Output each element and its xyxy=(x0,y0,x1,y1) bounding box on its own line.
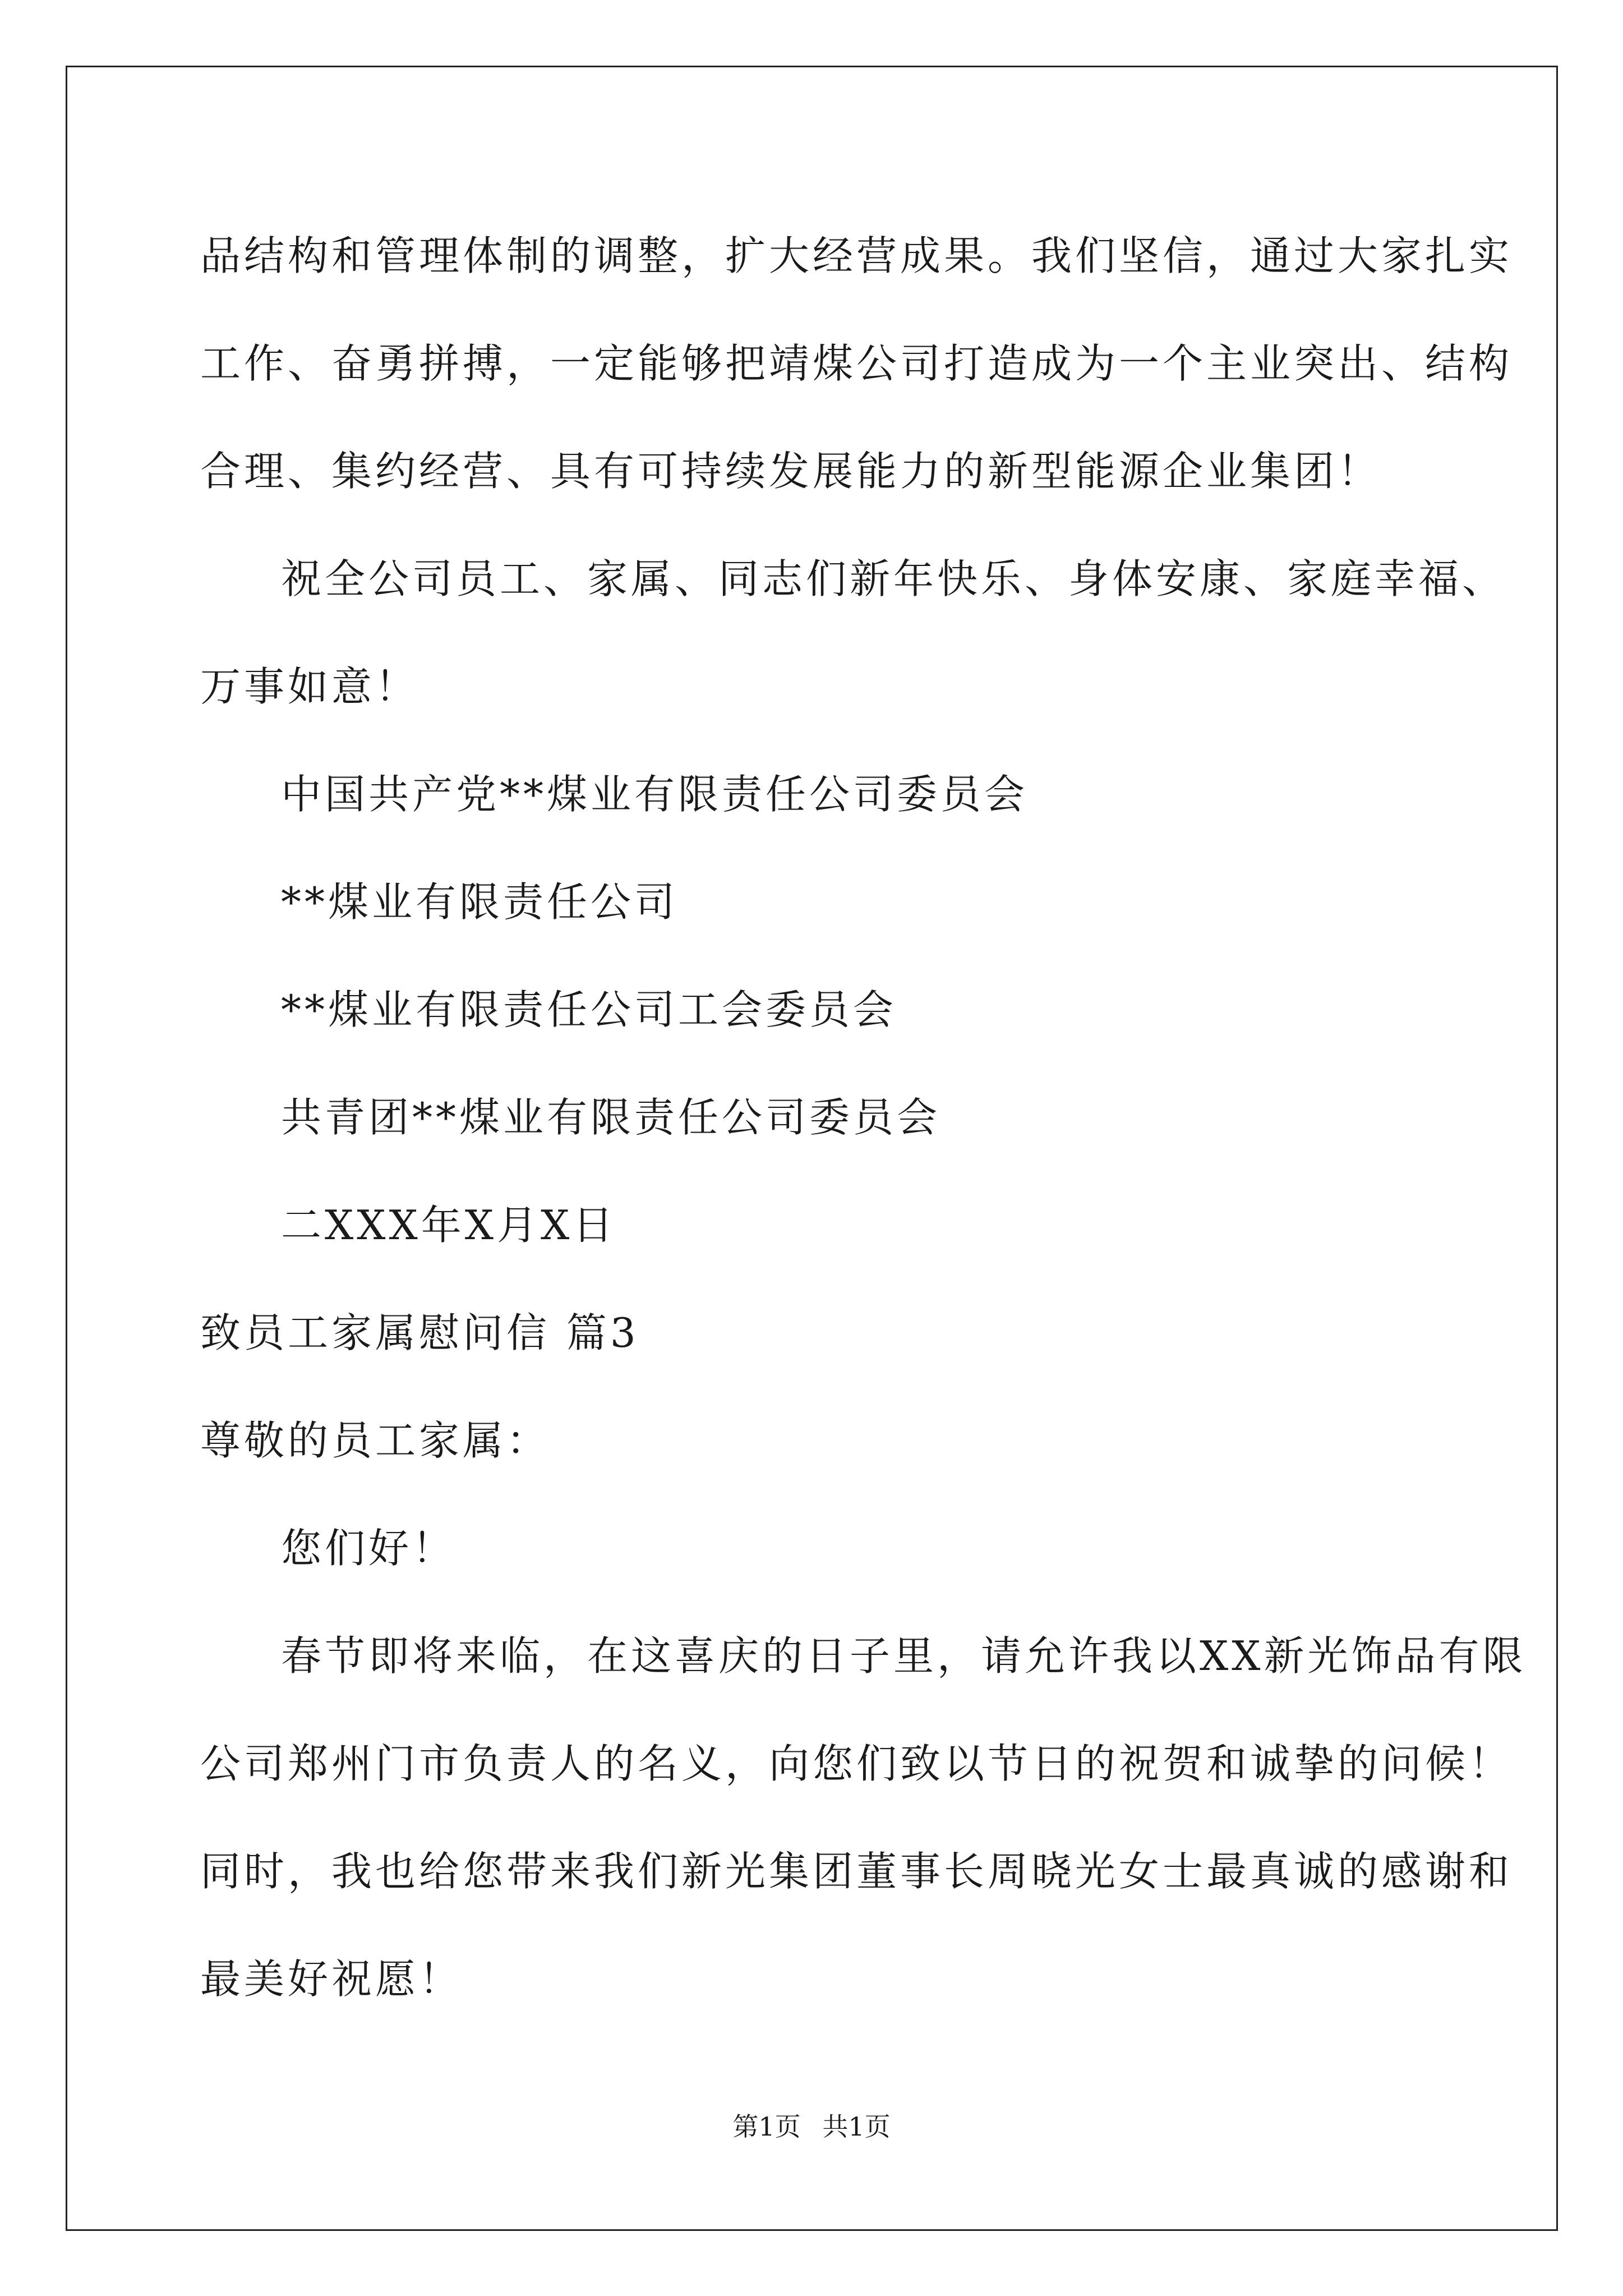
date-line: 二XXX年X月X日 xyxy=(281,1202,617,1249)
paragraph-line: 合理、集约经营、具有可持续发展能力的新型能源企业集团！ xyxy=(200,448,1382,495)
page-footer xyxy=(0,2106,1623,2143)
paragraph-line: 春节即将来临，在这喜庆的日子里，请允许我以XX新光饰品有限 xyxy=(281,1632,1527,1680)
paragraph-line: 祝全公司员工、家属、同志们新年快乐、身体安康、家庭幸福、 xyxy=(281,555,1506,602)
signature-line: 共青团**煤业有限责任公司委员会 xyxy=(281,1094,941,1141)
paragraph-line: 万事如意！ xyxy=(200,663,419,710)
page-total: 共1页 xyxy=(822,2111,891,2142)
salutation: 尊敬的员工家属： xyxy=(200,1417,551,1464)
paragraph-line: 最美好祝愿！ xyxy=(200,1955,463,2003)
section-heading: 致员工家属慰问信 篇3 xyxy=(200,1309,639,1356)
signature-line: 中国共产党**煤业有限责任公司委员会 xyxy=(281,771,1029,818)
paragraph-line: 品结构和管理体制的调整，扩大经营成果。我们坚信，通过大家扎实 xyxy=(200,232,1513,279)
paragraph-line: 同时，我也给您带来我们新光集团董事长周晓光女士最真诚的感谢和 xyxy=(200,1848,1513,1895)
page-number: 第1页 xyxy=(732,2111,801,2142)
document-body xyxy=(200,202,1527,2033)
paragraph-line: 公司郑州门市负责人的名义，向您们致以节日的祝贺和诚挚的问候！ xyxy=(200,1740,1513,1787)
signature-line: **煤业有限责任公司 xyxy=(281,878,679,926)
greeting: 您们好！ xyxy=(281,1525,457,1572)
signature-line: **煤业有限责任公司工会委员会 xyxy=(281,986,897,1033)
paragraph-line: 工作、奋勇拼搏，一定能够把靖煤公司打造成为一个主业突出、结构 xyxy=(200,340,1513,387)
